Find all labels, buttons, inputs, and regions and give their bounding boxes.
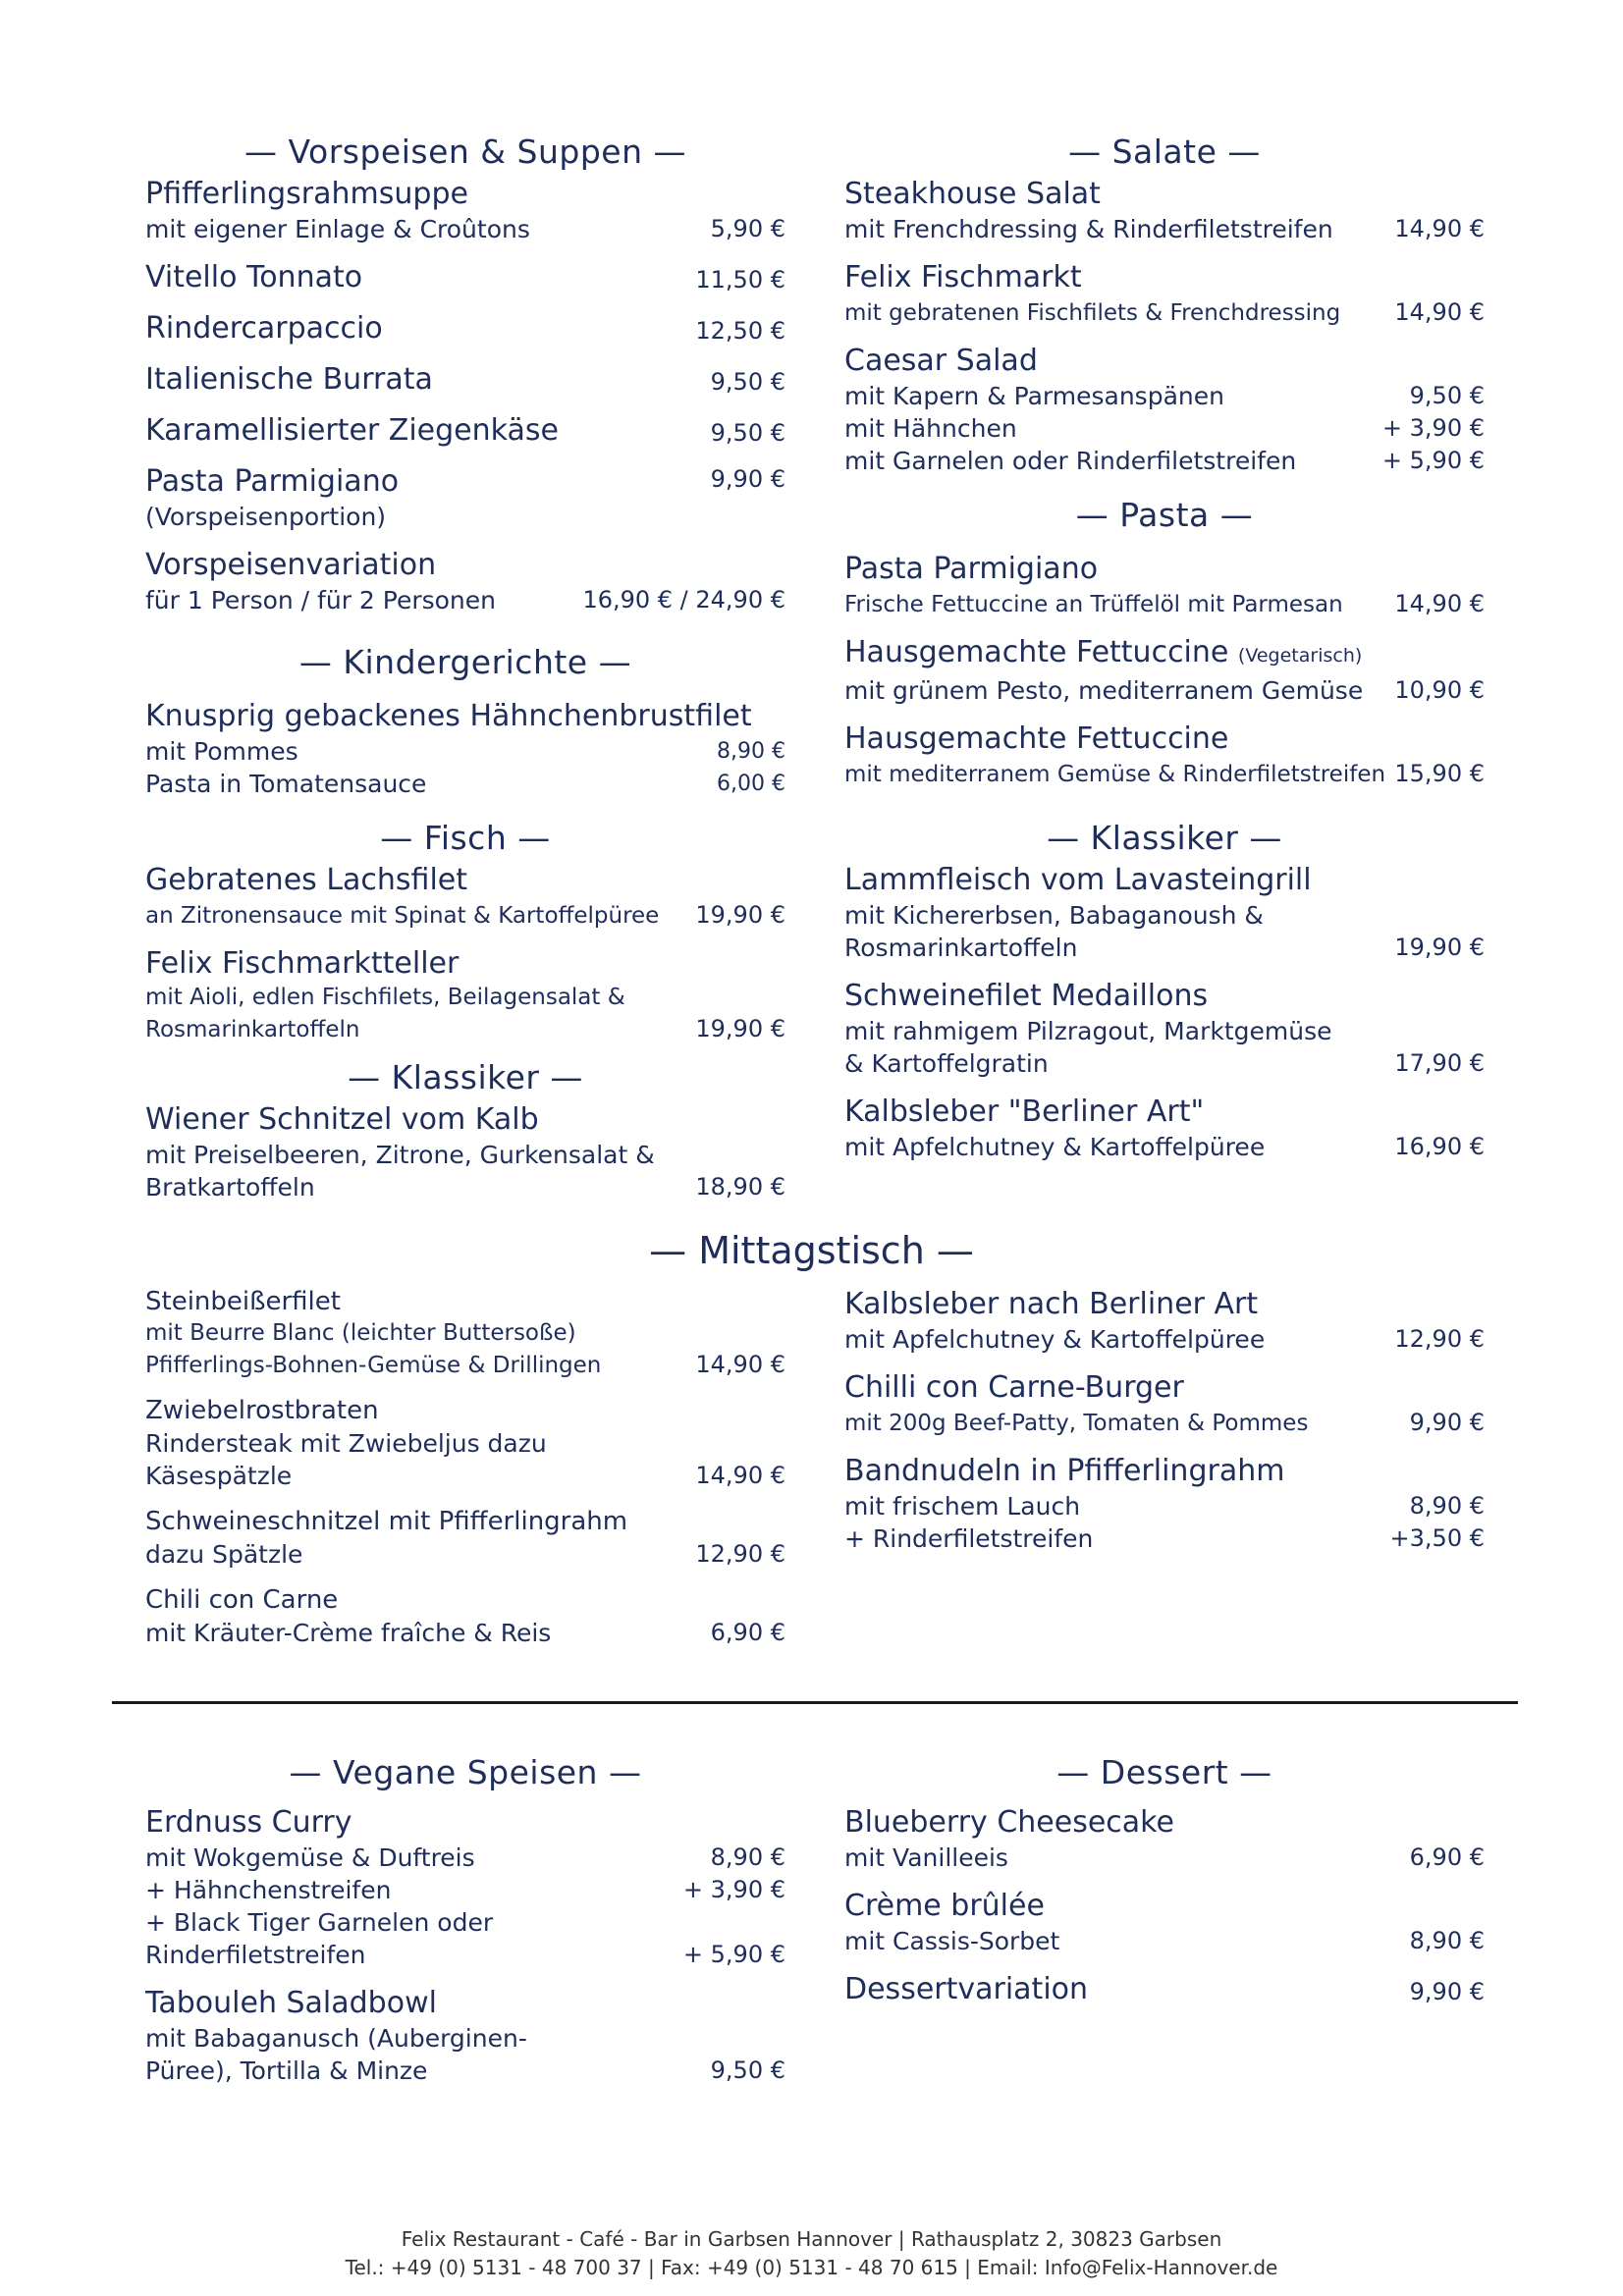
item-price: 12,90 € <box>695 1540 785 1568</box>
item-price: 5,90 € <box>710 215 785 242</box>
section-title-kindergerichte: — Kindergerichte — <box>298 643 632 681</box>
section-vegan <box>145 1749 785 2101</box>
menu-item <box>844 343 1485 477</box>
menu-item <box>145 1804 785 1971</box>
item-description: Püree), Tortilla & Minze <box>145 2056 428 2085</box>
menu-item <box>145 259 785 296</box>
item-price: 18,90 € <box>695 1173 785 1201</box>
item-price: 17,90 € <box>1394 1049 1485 1077</box>
menu-item <box>145 1584 785 1649</box>
menu-item <box>844 1094 1485 1163</box>
item-description: mit rahmigem Pilzragout, Marktgemüse <box>844 1017 1332 1045</box>
item-name: Italienische Burrata <box>145 362 433 397</box>
menu-item <box>145 361 785 399</box>
item-name: Hausgemachte Fettuccine <box>844 635 1229 669</box>
menu-item <box>145 463 785 533</box>
menu-item <box>145 412 785 450</box>
menu-item <box>145 1286 785 1381</box>
item-name: Vorspeisenvariation <box>145 548 437 582</box>
item-description: mit Babaganusch (Auberginen- <box>145 2024 527 2053</box>
item-description: mit mediterranem Gemüse & Rinderfiletstreifen <box>844 762 1386 787</box>
item-name: Vitello Tonnato <box>145 260 363 294</box>
item-name: Zwiebelrostbraten <box>145 1396 379 1425</box>
menu-item <box>145 1985 785 2087</box>
item-price: 10,90 € <box>1394 676 1485 704</box>
item-price: +3,50 € <box>1389 1524 1485 1552</box>
section-title-dessert: — Dessert — <box>1056 1753 1272 1791</box>
item-description: Pasta in Tomatensauce <box>145 770 427 798</box>
item-description: Pfifferlings-Bohnen-Gemüse & Drillingen <box>145 1353 602 1378</box>
section-title-vorspeisen: — Vorspeisen & Suppen — <box>244 133 686 171</box>
item-description: mit Kichererbsen, Babaganoush & <box>844 901 1264 930</box>
menu-item <box>145 862 785 932</box>
item-price: 12,50 € <box>695 317 785 345</box>
footer <box>0 2225 1623 2282</box>
item-description: + Rinderfiletstreifen <box>844 1524 1094 1553</box>
item-description: mit Wokgemüse & Duftreis <box>145 1843 475 1872</box>
section-fisch <box>145 815 785 1059</box>
item-description: + Black Tiger Garnelen oder <box>145 1908 494 1937</box>
section-divider <box>112 1701 1518 1704</box>
section-title-fisch: — Fisch — <box>380 819 551 857</box>
item-name: Caesar Salad <box>844 344 1038 378</box>
item-name: Bandnudeln in Pfifferlingrahm <box>844 1454 1285 1488</box>
item-description: Frische Fettuccine an Trüffelöl mit Parmesan <box>844 592 1343 617</box>
item-price: 6,90 € <box>710 1619 785 1646</box>
item-price: 6,90 € <box>1409 1843 1485 1871</box>
item-description: mit Preiselbeeren, Zitrone, Gurkensalat & <box>145 1141 655 1169</box>
item-price: 8,90 € <box>710 1843 785 1871</box>
item-price: 19,90 € <box>1394 934 1485 961</box>
item-name: Karamellisierter Ziegenkäse <box>145 413 559 448</box>
item-name: Knusprig gebackenes Hähnchenbrustfilet <box>145 699 752 733</box>
item-description: mit Beurre Blanc (leichter Buttersoße) <box>145 1320 576 1346</box>
item-price: 19,90 € <box>695 1015 785 1042</box>
item-price: 9,50 € <box>710 2056 785 2084</box>
item-price: 9,90 € <box>710 465 785 493</box>
item-price: 8,90 € <box>717 739 785 764</box>
item-name: Tabouleh Saladbowl <box>145 1986 437 2020</box>
item-description: mit Kräuter-Crème fraîche & Reis <box>145 1619 552 1647</box>
menu-item <box>844 259 1485 329</box>
mittag-right-column <box>844 1286 1485 1569</box>
menu-item <box>145 1506 785 1571</box>
item-price: + 5,90 € <box>682 1941 785 1968</box>
item-description: mit Apfelchutney & Kartoffelpüree <box>844 1133 1266 1161</box>
item-name: Chilli con Carne-Burger <box>844 1370 1184 1405</box>
item-price: 14,90 € <box>1394 215 1485 242</box>
menu-item <box>844 1286 1485 1356</box>
item-price: 9,90 € <box>1409 1978 1485 2005</box>
item-description: dazu Spätzle <box>145 1540 303 1569</box>
item-description: mit eigener Einlage & Croûtons <box>145 215 530 243</box>
section-pasta <box>844 492 1485 804</box>
item-name: Felix Fischmarktteller <box>145 946 460 981</box>
item-name: Rindercarpaccio <box>145 311 383 346</box>
menu-item <box>844 551 1485 620</box>
item-name: Kalbsleber nach Berliner Art <box>844 1287 1259 1321</box>
item-name: Lammfleisch vom Lavasteingrill <box>844 863 1312 897</box>
item-description: Rosmarinkartoffeln <box>844 934 1078 962</box>
menu-item <box>844 862 1485 964</box>
section-dessert <box>844 1749 1485 2022</box>
menu-item <box>844 176 1485 245</box>
item-name: Schweineschnitzel mit Pfifferlingrahm <box>145 1507 628 1536</box>
item-description: Bratkartoffeln <box>145 1173 315 1201</box>
section-klassiker-right <box>844 815 1485 1177</box>
item-price: 8,90 € <box>1409 1927 1485 1954</box>
footer-contact[interactable]: Tel.: +49 (0) 5131 - 48 700 37 | Fax: +49 (0) 5131 - 48 70 615 | Email: Info@Felix-Hannover.de <box>345 2256 1278 2279</box>
menu-item <box>145 176 785 245</box>
item-price: 9,90 € <box>1409 1409 1485 1436</box>
item-description: mit Garnelen oder Rinderfiletstreifen <box>844 447 1297 475</box>
item-name: Hausgemachte Fettuccine <box>844 721 1229 756</box>
menu-item <box>844 1369 1485 1439</box>
item-description: mit Hähnchen <box>844 414 1017 443</box>
item-description: mit frischem Lauch <box>844 1492 1081 1521</box>
item-description: mit Frenchdressing & Rinderfiletstreifen <box>844 215 1333 243</box>
item-description: mit 200g Beef-Patty, Tomaten & Pommes <box>844 1411 1309 1436</box>
item-price: 14,90 € <box>695 1351 785 1378</box>
item-name: Crème brûlée <box>844 1889 1045 1923</box>
item-price: 12,90 € <box>1394 1325 1485 1353</box>
item-price: + 3,90 € <box>1381 414 1485 442</box>
item-description: Rosmarinkartoffeln <box>145 1017 360 1042</box>
item-name: Pfifferlingsrahmsuppe <box>145 177 468 211</box>
item-description: Rinderfiletstreifen <box>145 1941 366 1969</box>
menu-item <box>844 1888 1485 1957</box>
menu-item <box>145 945 785 1045</box>
item-description: mit Vanilleeis <box>844 1843 1008 1872</box>
item-description: für 1 Person / für 2 Personen <box>145 586 497 614</box>
section-kindergerichte <box>145 639 785 800</box>
item-price: 8,90 € <box>1409 1492 1485 1520</box>
section-salate <box>844 129 1485 477</box>
menu-item <box>844 721 1485 790</box>
item-price: 6,00 € <box>717 772 785 796</box>
mittag-left-column <box>145 1286 785 1663</box>
item-description: Rindersteak mit Zwiebeljus dazu <box>145 1429 547 1458</box>
item-price: 9,50 € <box>1409 382 1485 409</box>
item-description: Käsespätzle <box>145 1462 293 1490</box>
item-description: + Hähnchenstreifen <box>145 1876 392 1904</box>
item-price: 16,90 € / 24,90 € <box>582 586 785 614</box>
menu-item <box>145 310 785 347</box>
section-title-salate: — Salate — <box>1068 133 1261 171</box>
item-price: 9,50 € <box>710 419 785 447</box>
item-price: + 3,90 € <box>682 1876 785 1903</box>
right-column <box>844 0 1485 1217</box>
menu-item <box>145 1395 785 1492</box>
item-description: (Vorspeisenportion) <box>145 503 387 531</box>
item-tag: (Vegetarisch) <box>1237 645 1363 667</box>
item-description: mit grünem Pesto, mediterranem Gemüse <box>844 676 1364 705</box>
footer-address: Felix Restaurant - Café - Bar in Garbsen Hannover | Rathausplatz 2, 30823 Garbsen <box>401 2227 1222 2251</box>
item-name: Steakhouse Salat <box>844 177 1101 211</box>
item-description: mit Kapern & Parmesanspänen <box>844 382 1224 410</box>
item-description: mit gebratenen Fischfilets & Frenchdressing <box>844 300 1341 326</box>
item-name: Pasta Parmigiano <box>844 552 1099 586</box>
item-price: 14,90 € <box>1394 590 1485 617</box>
menu-item <box>844 1804 1485 1874</box>
menu-item <box>844 1453 1485 1555</box>
section-title-klassiker: — Klassiker — <box>1047 819 1282 857</box>
item-name: Gebratenes Lachsfilet <box>145 863 468 897</box>
menu-item <box>844 634 1485 707</box>
item-description: an Zitronensauce mit Spinat & Kartoffelpüree <box>145 903 660 929</box>
item-name: Erdnuss Curry <box>145 1805 352 1840</box>
item-name: Schweinefilet Medaillons <box>844 979 1209 1013</box>
item-description: mit Aioli, edlen Fischfilets, Beilagensalat & <box>145 985 625 1010</box>
item-name: Chili con Carne <box>145 1585 339 1615</box>
item-name: Pasta Parmigiano <box>145 464 400 499</box>
section-title-pasta: — Pasta — <box>1075 496 1254 534</box>
item-name: Wiener Schnitzel vom Kalb <box>145 1102 539 1137</box>
item-description: mit Apfelchutney & Kartoffelpüree <box>844 1325 1266 1354</box>
item-name: Dessertvariation <box>844 1972 1089 2006</box>
item-description: & Kartoffelgratin <box>844 1049 1049 1078</box>
item-price: 19,90 € <box>695 901 785 929</box>
section-vorspeisen <box>145 129 785 616</box>
item-name: Felix Fischmarkt <box>844 260 1082 294</box>
item-price: + 5,90 € <box>1381 447 1485 474</box>
section-title-klassiker: — Klassiker — <box>348 1058 583 1096</box>
item-name: Blueberry Cheesecake <box>844 1805 1174 1840</box>
item-price: 16,90 € <box>1394 1133 1485 1160</box>
menu-item <box>844 978 1485 1080</box>
section-klassiker-left <box>145 1054 785 1203</box>
item-name: Kalbsleber "Berliner Art" <box>844 1095 1205 1129</box>
item-price: 14,90 € <box>695 1462 785 1489</box>
item-name: Steinbeißerfilet <box>145 1287 341 1316</box>
item-description: mit Cassis-Sorbet <box>844 1927 1060 1955</box>
left-column <box>145 0 785 1217</box>
item-price: 9,50 € <box>710 368 785 396</box>
section-title-vegan: — Vegane Speisen — <box>289 1753 642 1791</box>
section-title-mittagstisch: — Mittagstisch — <box>649 1229 974 1272</box>
item-price: 15,90 € <box>1394 760 1485 787</box>
item-price: 11,50 € <box>695 266 785 294</box>
item-price: 14,90 € <box>1394 298 1485 326</box>
item-description: mit Pommes <box>145 737 298 766</box>
menu-item <box>145 547 785 616</box>
menu-item <box>844 1971 1485 2008</box>
